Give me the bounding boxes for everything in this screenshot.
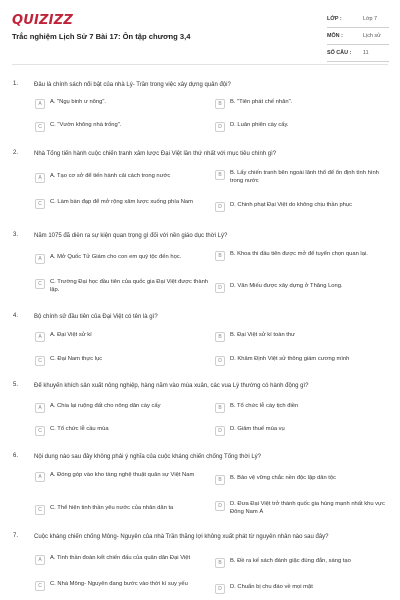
option-letter: B — [215, 403, 225, 413]
option-letter: B — [215, 99, 225, 109]
option-text: A. Đại Việt sử kí — [50, 332, 92, 338]
option-letter: A — [35, 403, 45, 413]
question-text: Nhà Tống tiến hành cuộc chiến tranh xâm lược Đại Việt lần thứ nhất với mục tiêu chính gì? — [34, 151, 277, 157]
option-text: B. "Tiên phát chế nhân". — [230, 99, 293, 105]
question-text: Nội dung nào sau đây không phải ý nghĩa của cuộc kháng chiến chống Tống thời Lý? — [34, 454, 261, 460]
option-letter: C — [35, 505, 45, 515]
option-text: C. Thể hiện tinh thần yêu nước của nhân dân ta — [50, 505, 174, 511]
option-letter: A — [35, 472, 45, 482]
option-letter: D — [215, 283, 225, 293]
option-letter: D — [215, 426, 225, 436]
meta-count-label: SỐ CÂU : — [327, 50, 352, 56]
option-text: B. Đề ra kế sách đánh giặc đúng đắn, sáng tạo — [230, 558, 351, 564]
question-number: 6. — [13, 453, 19, 459]
question-text: Bộ chính sử đầu tiên của Đại Việt có tên là gì? — [34, 314, 158, 320]
option-letter: C — [35, 426, 45, 436]
option-letter: D — [215, 356, 225, 366]
option-letter: B — [215, 475, 225, 485]
option-text: D. Chinh phạt Đại Việt do không chịu thần phục — [230, 202, 353, 208]
quizizz-logo: QUIZIZZ — [12, 13, 73, 28]
option-letter: D — [215, 202, 225, 212]
option-text: D. Luân phiên cày cấy. — [230, 122, 289, 128]
meta-count — [327, 45, 389, 62]
meta-count-value: 11 — [363, 50, 369, 56]
option-text: B. Bảo vệ vững chắc nền độc lập dân tộc — [230, 475, 337, 481]
question-number: 2. — [13, 150, 19, 156]
option-letter: C — [35, 356, 45, 366]
option-text: A. Đóng góp vào kho tàng nghệ thuật quân sự Việt Nam — [50, 472, 195, 478]
option-text: A. Tinh thần đoàn kết chiến đấu của quân dân Đại Việt — [50, 555, 191, 561]
header-divider — [12, 64, 388, 65]
option-text: B. Lấy chiến tranh bên ngoài lãnh thổ để ổn định tình hình trong nước — [230, 170, 379, 184]
option-text: C. Làm bàn đạp để mở rộng xâm lược xuống phía Nam — [50, 199, 193, 205]
option-letter: C — [35, 199, 45, 209]
option-letter: D — [215, 501, 225, 511]
question-text: Năm 1075 đã diễn ra sự kiện quan trọng gì đối với nền giáo dục thời Lý? — [34, 233, 228, 239]
question-text: Đâu là chính sách nổi bật của nhà Lý- Trần trong việc xây dựng quân đội? — [34, 82, 231, 88]
option-text: B. Đại Việt sử kí toàn thư — [230, 332, 296, 338]
question-number: 3. — [13, 232, 19, 238]
option-letter: A — [35, 99, 45, 109]
option-letter: A — [35, 555, 45, 565]
question-number: 7. — [13, 533, 19, 539]
option-text: C. "Vườn không nhà trống". — [50, 122, 122, 128]
option-text: D. Giảm thuế mùa vụ — [230, 426, 285, 432]
option-text: A. "Ngụ binh ư nông". — [50, 99, 107, 105]
option-text: A. Chia lại ruộng đất cho nông dân cày cấy — [50, 403, 161, 409]
option-letter: C — [35, 279, 45, 289]
option-letter: B — [215, 332, 225, 342]
question-number: 5. — [13, 382, 19, 388]
meta-class — [327, 11, 389, 28]
option-text: D. Văn Miếu được xây dựng ở Thăng Long. — [230, 283, 343, 289]
option-letter: D — [215, 122, 225, 132]
question-text: Cuộc kháng chiến chống Mông- Nguyên của nhà Trần thắng lợi không xuất phát từ nguyên nhân nào sau đây? — [34, 534, 329, 540]
meta-class-value: Lớp 7 — [363, 16, 378, 22]
option-text: B. Tổ chức lễ cày tịch điền — [230, 403, 299, 409]
option-letter: A — [35, 332, 45, 342]
option-text: B. Khoa thi đầu tiên được mở để tuyển chọn quan lại. — [230, 251, 368, 257]
worksheet-header — [0, 0, 400, 62]
option-letter: C — [35, 122, 45, 132]
option-letter: B — [215, 558, 225, 568]
question-text: Để khuyến khích sản xuất nông nghiệp, hàng năm vào mùa xuân, các vua Lý thường có hành động gì? — [34, 383, 309, 389]
option-letter: A — [35, 254, 45, 264]
option-letter: C — [35, 581, 45, 591]
meta-subject-label: MÔN : — [327, 33, 343, 39]
meta-subject — [327, 28, 389, 45]
option-letter: D — [215, 584, 225, 594]
option-text: C. Trường Đại học đầu tiên của quốc gia Đại Việt được thành lập. — [50, 279, 209, 293]
option-text: D. Khâm Định Việt sử thông giám cương mình — [230, 356, 350, 362]
option-letter: B — [215, 170, 225, 180]
question-number: 1. — [13, 81, 19, 87]
meta-subject-value: Lịch sử — [363, 33, 381, 39]
option-text: C. Nhà Mông- Nguyên đang bước vào thời kì suy yếu — [50, 581, 188, 587]
option-text: D. Chuẩn bị chu đáo về mọi mặt — [230, 584, 313, 590]
option-text: A. Tạo cơ sở để tiến hành cải cách trong nước — [50, 173, 171, 179]
option-letter: A — [35, 173, 45, 183]
option-text: C. Tổ chức lễ cầu mùa — [50, 426, 109, 432]
option-letter: B — [215, 251, 225, 261]
meta-class-label: LỚP : — [327, 16, 342, 22]
option-text: C. Đại Nam thực lục — [50, 356, 103, 362]
option-text: A. Mở Quốc Tử Giám cho con em quý tộc đến học. — [50, 254, 182, 260]
question-number: 4. — [13, 313, 19, 319]
page-title: Trắc nghiệm Lịch Sử 7 Bài 17: Ôn tập chương 3,4 — [12, 32, 191, 41]
option-text: D. Đưa Đại Việt trở thành quốc gia hùng mạnh nhất khu vực Đông Nam Á — [230, 501, 385, 515]
